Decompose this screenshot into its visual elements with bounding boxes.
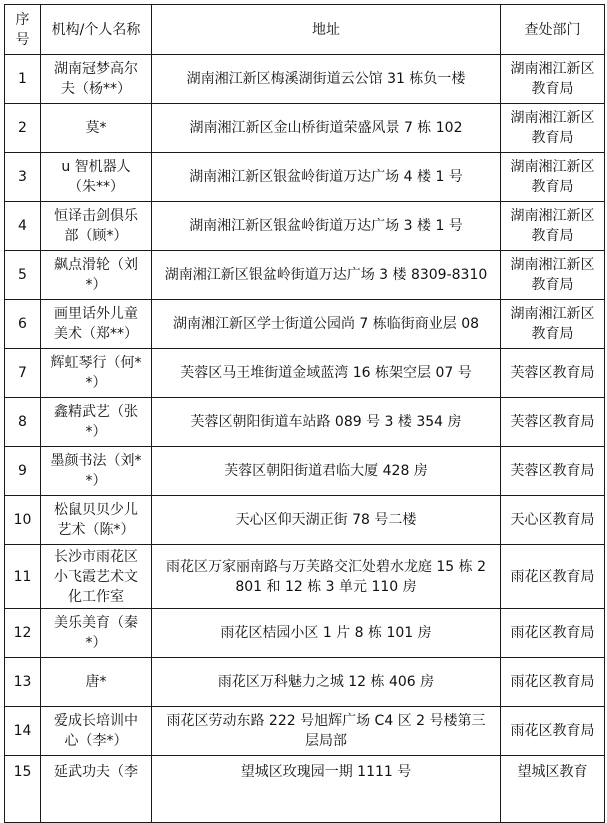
cell-address: 芙蓉区朝阳街道车站路 089 号 3 楼 354 房 <box>152 398 501 447</box>
cell-department: 雨花区教育局 <box>501 658 605 707</box>
cell-address: 雨花区万科魅力之城 12 栋 406 房 <box>152 658 501 707</box>
table-row <box>5 756 605 823</box>
cell-no: 14 <box>5 707 41 756</box>
cell-department: 湖南湘江新区教育局 <box>501 55 605 104</box>
header-no: 序号 <box>5 5 41 55</box>
cell-address: 湖南湘江新区银盆岭街道万达广场 3 楼 1 号 <box>152 202 501 251</box>
cell-address: 湖南湘江新区学士街道公园尚 7 栋临街商业层 08 <box>152 300 501 349</box>
cell-no: 1 <box>5 55 41 104</box>
cell-department: 湖南湘江新区教育局 <box>501 153 605 202</box>
table-row <box>5 447 605 496</box>
cell-department: 望城区教育 <box>501 756 605 823</box>
table-row <box>5 55 605 104</box>
table-row <box>5 202 605 251</box>
table-row <box>5 545 605 609</box>
cell-no: 12 <box>5 609 41 658</box>
header-name: 机构/个人名称 <box>41 5 152 55</box>
cell-no: 10 <box>5 496 41 545</box>
cell-name: 唐* <box>41 658 152 707</box>
cell-address: 湖南湘江新区银盆岭街道万达广场 4 楼 1 号 <box>152 153 501 202</box>
table-row <box>5 398 605 447</box>
cell-address: 天心区仰天湖正街 78 号二楼 <box>152 496 501 545</box>
cell-department: 湖南湘江新区教育局 <box>501 202 605 251</box>
header-address: 地址 <box>152 5 501 55</box>
cell-department: 雨花区教育局 <box>501 707 605 756</box>
cell-department: 湖南湘江新区教育局 <box>501 251 605 300</box>
cell-no: 15 <box>5 756 41 823</box>
cell-department: 雨花区教育局 <box>501 545 605 609</box>
cell-address: 雨花区万家丽南路与万芙路交汇处碧水龙庭 15 栋 2801 和 12 栋 3 单元 110 房 <box>152 545 501 609</box>
table-row <box>5 609 605 658</box>
cell-address: 湖南湘江新区金山桥街道荣盛风景 7 栋 102 <box>152 104 501 153</box>
cell-department: 芙蓉区教育局 <box>501 447 605 496</box>
cell-no: 4 <box>5 202 41 251</box>
cell-name: 飙点滑轮（刘*） <box>41 251 152 300</box>
header-row <box>5 5 605 55</box>
cell-address: 雨花区桔园小区 1 片 8 栋 101 房 <box>152 609 501 658</box>
cell-no: 7 <box>5 349 41 398</box>
cell-no: 5 <box>5 251 41 300</box>
cell-address: 湖南湘江新区梅溪湖街道云公馆 31 栋负一楼 <box>152 55 501 104</box>
cell-name: 画里话外儿童美术（郑**） <box>41 300 152 349</box>
table-row <box>5 349 605 398</box>
table-row <box>5 300 605 349</box>
cell-department: 雨花区教育局 <box>501 609 605 658</box>
cell-name: 鑫精武艺（张*） <box>41 398 152 447</box>
cell-no: 11 <box>5 545 41 609</box>
table-row <box>5 153 605 202</box>
cell-name: 莫* <box>41 104 152 153</box>
cell-no: 13 <box>5 658 41 707</box>
cell-name: 美乐美育（秦*） <box>41 609 152 658</box>
header-department: 查处部门 <box>501 5 605 55</box>
cell-no: 9 <box>5 447 41 496</box>
cell-department: 湖南湘江新区教育局 <box>501 104 605 153</box>
cell-name: 延武功夫（李 <box>41 756 152 823</box>
cell-address: 雨花区劳动东路 222 号旭辉广场 C4 区 2 号楼第三层局部 <box>152 707 501 756</box>
cell-department: 湖南湘江新区教育局 <box>501 300 605 349</box>
cell-name: u 智机器人（朱**） <box>41 153 152 202</box>
cell-no: 6 <box>5 300 41 349</box>
cell-department: 芙蓉区教育局 <box>501 349 605 398</box>
cell-name: 辉虹琴行（何**） <box>41 349 152 398</box>
cell-department: 天心区教育局 <box>501 496 605 545</box>
cell-address: 芙蓉区朝阳街道君临大厦 428 房 <box>152 447 501 496</box>
cell-name: 恒译击剑俱乐部（顾*） <box>41 202 152 251</box>
cell-no: 2 <box>5 104 41 153</box>
cell-no: 3 <box>5 153 41 202</box>
cell-department: 芙蓉区教育局 <box>501 398 605 447</box>
cell-address: 望城区玫瑰园一期 1111 号 <box>152 756 501 823</box>
table-row <box>5 496 605 545</box>
cell-no: 8 <box>5 398 41 447</box>
cell-name: 墨颜书法（刘**） <box>41 447 152 496</box>
table-row <box>5 658 605 707</box>
table-row <box>5 707 605 756</box>
cell-name: 长沙市雨花区小飞霞艺术文化工作室 <box>41 545 152 609</box>
table-row <box>5 104 605 153</box>
violations-table <box>4 4 605 823</box>
cell-name: 爱成长培训中心（李*） <box>41 707 152 756</box>
table-row <box>5 251 605 300</box>
cell-name: 松鼠贝贝少儿艺术（陈*） <box>41 496 152 545</box>
cell-name: 湖南冠梦高尔夫（杨**） <box>41 55 152 104</box>
cell-address: 芙蓉区马王堆街道金域蓝湾 16 栋架空层 07 号 <box>152 349 501 398</box>
cell-address: 湖南湘江新区银盆岭街道万达广场 3 楼 8309-8310 <box>152 251 501 300</box>
